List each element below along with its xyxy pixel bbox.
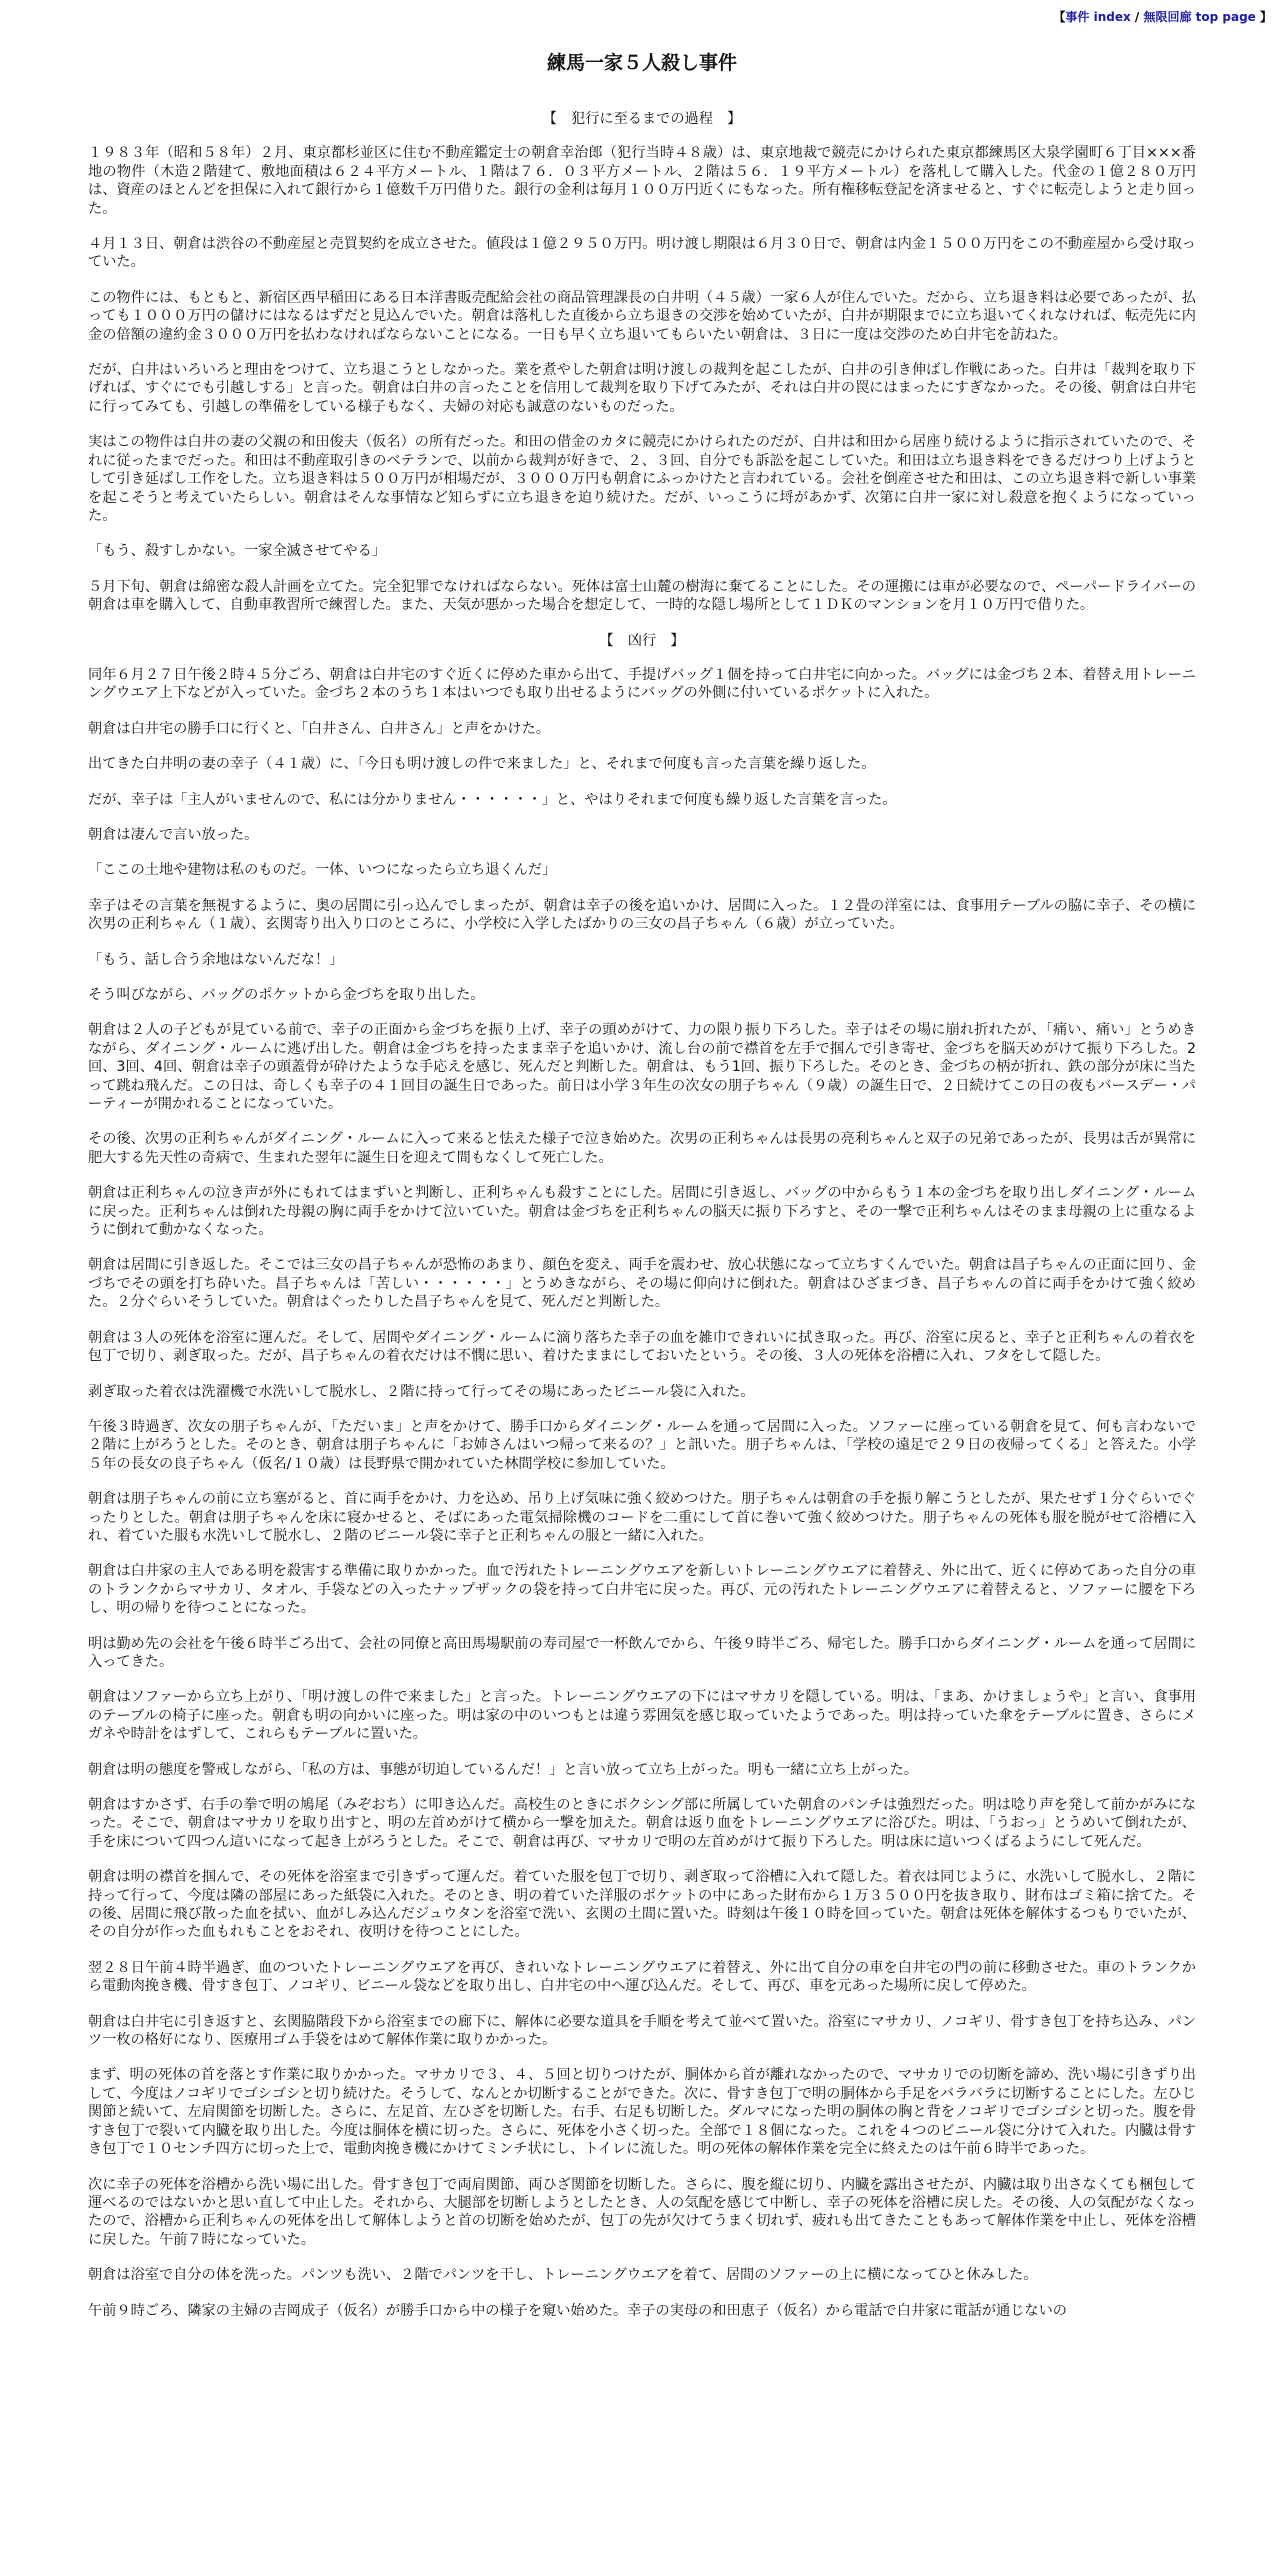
quote-paragraph: 「もう、殺すしかない。一家全滅させてやる」 (88, 543, 386, 560)
paragraph: １９８３年（昭和５８年）２月、東京都杉並区に住む不動産鑑定士の朝倉幸治郎（犯行当時４８歳）は、東京地裁で競売にかけられた東京都練馬区大泉学園町６丁目×××番地の物件（木造２階建て、敷地面積は６２４平方メートル、１階は７６．０３平方メートル、２階は５６．１９平方メートル）を落札して購入した。代金の１億２８０万円は、資産のほとんどを担保に入れて銀行から１億数千万円借りた。銀行の金利は毎月１００万円近くにもなった。所有権移転登記を済ませると、すぐに転売しようと走り回った。 (88, 145, 1196, 217)
paragraph: その後、次男の正利ちゃんがダイニング・ルームに入って来ると怯えた様子で泣き始めた。次男の正利ちゃんは長男の亮利ちゃんと双子の兄弟であったが、長男は舌が異常に肥大する先天性の奇病で、生まれた翌年に誕生日を迎えて間もなくして死亡した。 (88, 1131, 1196, 1166)
paragraph: 朝倉は白井宅に引き返すと、玄関脇階段下から浴室までの廊下に、解体に必要な道具を手順を考えて並べて置いた。浴室にマサカリ、ノコギリ、骨すき包丁を持ち込み、パンツ一枚の格好になり、医療用ゴム手袋をはめて解体作業に取りかかった。 (88, 2013, 1196, 2049)
paragraph: ５月下旬、朝倉は綿密な殺人計画を立てた。完全犯罪でなければならない。死体は富士山麓の樹海に棄てることにした。その運搬には車が必要なので、ペーパードライバーの朝倉は車を購入して、自動車教習所で練習した。また、天気が悪かった場合を想定して、一時的な隠し場所として１ＤＫのマンションを月１０万円で借りた。 (88, 578, 1196, 614)
paragraph: 翌２８日午前４時半過ぎ、血のついたトレーニングウエアを再び、きれいなトレーニングウエアに着替え、外に出て自分の車を白井宅の門の前に移動させた。車のトランクから電動肉挽き機、骨すき包丁、ノコギリ、ビニール袋などを取り出し、白井宅の中へ運び込んだ。そして、再び、車を元あった場所に戻して停めた。 (88, 1959, 1196, 1995)
section-heading-background: 【 犯行に至るまでの過程 】 (542, 111, 742, 127)
paragraph: 出てきた白井明の妻の幸子（４１歳）に、「今日も明け渡しの件で来ました」と、それまで何度も言った言葉を繰り返した。 (88, 756, 876, 773)
paragraph: そう叫びながら、バッグのポケットから金づちを取り出した。 (88, 987, 485, 1003)
paragraph: この物件には、もともと、新宿区西早稲田にある日本洋書販売配給会社の商品管理課長の白井明（４５歳）一家６人が住んでいた。だから、立ち退き料は必要であったが、払っても１０００万円の儲けにはなるはずだと見込んでいた。朝倉は落札した直後から立ち退きの交渉を始めていたが、白井が期限までに立ち退いてくれなければ、転売先に内金の倍額の違約金３０００万円を払わなければならないことになる。一日も早く立ち退いてもらいたい朝倉は、３日に一度は交渉のため白井宅を訪ねた。 (88, 289, 1196, 343)
paragraph: 朝倉は白井家の主人である明を殺害する準備に取りかかった。血で汚れたトレーニングウエアを新しいトレーニングウエアに着替え、外に出て、近くに停めてあった自分の車のトランクからマサカリ、タオル、手袋などの入ったナップザックの袋を持って白井宅に戻った。再び、元の汚れたトレーニングウエアに着替えると、ソファーに腰を下ろし、明の帰りを待つことになった。 (88, 1563, 1196, 1617)
paragraph: 午前９時ごろ、隣家の主婦の吉岡成子（仮名）が勝手口から中の様子を窺い始めた。幸子の実母の和田恵子（仮名）から電話で白井家に電話が通じないの (88, 2302, 1067, 2319)
nav-bracket-close: 】 (1255, 10, 1272, 24)
section-heading-crime: 【 凶行 】 (599, 632, 685, 649)
paragraph: 明は勤め先の会社を午後６時半ごろ出て、会社の同僚と高田馬場駅前の寿司屋で一杯飲んでから、午後９時半ごろ、帰宅した。勝手口からダイニング・ルームを通って居間に入ってきた。 (88, 1635, 1196, 1670)
paragraph: 実はこの物件は白井の妻の父親の和田俊夫（仮名）の所有だった。和田の借金のカタに競売にかけられたのだが、白井は和田から居座り続けるように指示されていたので、それに従ったまでだった。和田は不動産取引きのベテランで、以前から裁判が好きで、２、３回、自分でも訴訟を起こしていた。和田は立ち退き料をできるだけつり上げようとして引き延ばし工作をした。立ち退き料は５００万円が相場だが、３０００万円も朝倉にふっかけたと言われている。会社を倒産させた和田は、この立ち退き料で新しい事業を起こそうと考えていたらしい。朝倉はそんな事情など知らずに立ち退きを迫り続けた。だが、いっこうに埒があかず、次第に白井一家に対し殺意を抱くようになっていった。 (88, 434, 1196, 524)
paragraph: 幸子はその言葉を無視するように、奥の居間に引っ込んでしまったが、朝倉は幸子の後を追いかけ、居間に入った。１２畳の洋室には、食事用テーブルの脇に幸子、その横に次男の正利ちゃん（１歳）、玄関寄り出入り口のところに、小学校に入学したばかりの三女の昌子ちゃん（６歳）が立っていた。 (88, 897, 1196, 933)
paragraph: 朝倉は白井宅の勝手口に行くと、「白井さん、白井さん」と声をかけた。 (88, 720, 550, 737)
paragraph: 朝倉は浴室で自分の体を洗った。パンツも洗い、２階でパンツを干し、トレーニングウエアを着て、居間のソファーの上に横になってひと休みした。 (88, 2267, 1038, 2284)
paragraph: ４月１３日、朝倉は渋谷の不動産屋と売買契約を成立させた。値段は１億２９５０万円。明け渡し期限は６月３０日で、朝倉は内金１５００万円をこの不動産屋から受け取っていた。 (88, 236, 1196, 271)
paragraph: まず、明の死体の首を落とす作業に取りかかった。マサカリで３、４、５回と切りつけたが、胴体から首が離れなかったので、マサカリでの切断を諦め、洗い場に引きずり出して、今度はノコギリでゴシゴシと切り続けた。そうして、なんとか切断することができた。次に、骨すき包丁で明の胴体から手足をバラバラに切断することにした。左ひじ関節と続いて、左肩関節を切断した。さらに、左足首、左ひざを切断した。右手、右足も切断した。ダルマになった明の胴体の胸と背をノコギリでゴシゴシと切った。腹を骨すき包丁で裂いて内臓を取り出した。今度は胴体を横に切った。さらに、死体を小さく切った。全部で１８個になった。これを４つのビニール袋に分けて入れた。内臓は骨すき包丁で１０センチ四方に切った上で、電動肉挽き機にかけてミンチ状にし、トイレに流した。明の死体の解体作業を完全に終えたのは午前６時半であった。 (88, 2067, 1196, 2158)
paragraph: 朝倉は明の態度を警戒しながら、「私の方は、事態が切迫しているんだ！」と言い放って立ち上がった。明も一緒に立ち上がった。 (88, 1761, 918, 1778)
nav-link-top-page[interactable]: 無限回廊 top page (1143, 10, 1256, 24)
paragraph: だが、幸子は「主人がいませんので、私には分かりません・・・・・・」と、やはりそれまで何度も繰り返した言葉を言った。 (88, 791, 897, 808)
paragraph: 剥ぎ取った着衣は洗濯機で水洗いして脱水し、２階に持って行ってその場にあったビニール袋に入れた。 (88, 1383, 755, 1400)
paragraph: 同年６月２７日午後２時４５分ごろ、朝倉は白井宅のすぐ近くに停めた車から出て、手提げバッグ１個を持って白井宅に向かった。バッグには金づち２本、着替え用トレーニングウエア上下などが入っていた。金づち２本のうち１本はいつでも取り出せるようにバッグの外側に付いているポケットに入れた。 (88, 666, 1196, 702)
paragraph: 朝倉は３人の死体を浴室に運んだ。そして、居間やダイニング・ルームに滴り落ちた幸子の血を雑巾できれいに拭き取った。再び、浴室に戻ると、幸子と正利ちゃんの着衣を包丁で切り、剥ぎ取った。だが、昌子ちゃんの着衣だけは不憫に思い、着けたままにしておいたという。その後、３人の死体を浴槽に入れ、フタをして隠した。 (88, 1329, 1196, 1365)
quote-paragraph: 「ここの土地や建物は私のものだ。一体、いつになったら立ち退くんだ」 (88, 862, 557, 879)
paragraph: 朝倉は２人の子どもが見ている前で、幸子の正面から金づちを振り上げ、幸子の頭めがけて、力の限り振り下ろした。幸子はその場に崩れ折れたが、「痛い、痛い」とうめきながら、ダイニング・ルームに逃げ出した。朝倉は金づちを持ったまま幸子を追いかけ、流し台の前で襟首を左手で掴んで引き寄せ、金づちを脳天めがけて振り下ろした。2回、3回、4回、朝倉は幸子の頭蓋骨が砕けたような手応えを感じ、死んだと判断した。朝倉は、もう1回、振り下ろした。そのとき、金づちの柄が折れ、鉄の部分が床に当たって跳ね飛んだ。この日は、奇しくも幸子の４１回目の誕生日であった。前日は小学３年生の次女の朋子ちゃん（９歳）の誕生日で、２日続けてこの日の夜もバースデー・パーティーが開かれることになっていた。 (88, 1022, 1196, 1113)
nav-link-case-index[interactable]: 事件 index (1065, 10, 1131, 24)
paragraph: だが、白井はいろいろと理由をつけて、立ち退こうとしなかった。業を煮やした朝倉は明け渡しの裁判を起こしたが、白井の引き伸ばし作戦にあった。白井は「裁判を取り下げれば、すぐにでも引越しする」と言った。朝倉は白井の言ったことを信用して裁判を取り下げてみたが、それは白井の罠にはまったにすぎなかった。その後、朝倉は白井宅に行ってみても、引越しの準備をしている様子もなく、夫婦の対応も誠意のないものだった。 (88, 362, 1196, 415)
nav-separator: / (1130, 10, 1144, 24)
top-navigation (1053, 8, 1272, 25)
paragraph: 朝倉は凄んで言い放った。 (88, 826, 259, 843)
page-title: 練馬一家５人殺し事件 (546, 52, 737, 74)
paragraph: 朝倉は正利ちゃんの泣き声が外にもれてはまずいと判断し、正利ちゃんも殺すことにした。居間に引き返し、バッグの中からもう１本の金づちを取り出しダイニング・ルームに戻った。正利ちゃんは倒れた母親の胸に両手をかけて泣いていた。朝倉は金づちを正利ちゃんの脳天に振り下ろすと、その一撃で正利ちゃんはそのまま母親の上に重なるように倒れて動かなくなった。 (88, 1185, 1196, 1239)
paragraph: 朝倉はソファーから立ち上がり、「明け渡しの件で来ました」と言った。トレーニングウエアの下にはマサカリを隠している。明は、「まあ、かけましょうや」と言い、食事用のテーブルの椅子に座った。朝倉も明の向かいに座った。明は家の中のいつもとは違う雰囲気を感じ取っていたようであった。明は持っていた傘をテーブルに置き、さらにメガネや時計をはずして、これらもテーブルに置いた。 (88, 1689, 1196, 1743)
paragraph: 朝倉はすかさず、右手の拳で明の鳩尾（みぞおち）に叩き込んだ。高校生のときにボクシング部に所属していた朝倉のパンチは強烈だった。明は唸り声を発して前かがみになった。そこで、朝倉はマサカリを取り出すと、明の左首めがけて横から一撃を加えた。朝倉は返り血をトレーニングウエアに浴びた。明は、「うおっ」とうめいて倒れたが、手を床について四つん這いになって起き上がろうとした。そこで、朝倉は再び、マサカリで明の左首めがけて振り下ろした。明は床に這いつくばるようにして死んだ。 (88, 1797, 1196, 1850)
article-body (88, 110, 1196, 2337)
quote-paragraph: 「もう、話し合う余地はないんだな！」 (88, 951, 344, 968)
paragraph: 次に幸子の死体を浴槽から洗い場に出した。骨すき包丁で両肩関節、両ひざ関節を切断した。さらに、腹を縦に切り、内臓を露出させたが、内臓は取り出さなくても梱包して運べるのではないかと思い直して中止した。それから、大腿部を切断しようとしたとき、人の気配を感じて中断し、幸子の死体を浴槽に戻した。その後、人の気配がなくなったので、浴槽から正利ちゃんの死体を出して解体しようと首の切断を始めたが、包丁の先が欠けてうまく切れず、疲れも出てきたこともあって解体作業を中止し、死体を浴槽に戻した。午前７時になっていた。 (88, 2176, 1196, 2248)
paragraph: 午後３時過ぎ、次女の朋子ちゃんが、「ただいま」と声をかけて、勝手口からダイニング・ルームを通って居間に入った。ソファーに座っている朝倉を見て、何も言わないで２階に上がろうとした。そのとき、朝倉は朋子ちゃんに「お姉さんはいつ帰って来るの？」と訊いた。朋子ちゃんは、「学校の遠足で２９日の夜帰ってくる」と答えた。小学５年の長女の良子ちゃん（仮名/１０歳）は長野県で開かれていた林間学校に参加していた。 (88, 1418, 1196, 1472)
paragraph: 朝倉は朋子ちゃんの前に立ち塞がると、首に両手をかけ、力を込め、吊り上げ気味に強く絞めつけた。朋子ちゃんは朝倉の手を振り解こうとしたが、果たせず１分ぐらいでぐったりとした。朝倉は朋子ちゃんを床に寝かせると、そばにあった電気掃除機のコードを二重にして首に巻いて強く絞めつけた。朋子ちゃんの死体も服を脱がせて浴槽に入れ、着ていた服も水洗いして脱水し、２階のビニール袋に幸子と正利ちゃんの服と一緒に入れた。 (88, 1491, 1196, 1544)
paragraph: 朝倉は居間に引き返した。そこでは三女の昌子ちゃんが恐怖のあまり、顔色を変え、両手を震わせ、放心状態になって立ちすくんでいた。朝倉は昌子ちゃんの正面に回り、金づちでその頭を打ち砕いた。昌子ちゃんは「苦しい・・・・・・」とうめきながら、その場に仰向けに倒れた。朝倉はひざまづき、昌子ちゃんの首に両手をかけて強く絞めた。２分ぐらいそうしていた。朝倉はぐったりした昌子ちゃんを見て、死んだと判断した。 (88, 1257, 1196, 1311)
nav-bracket-open: 【 (1053, 10, 1066, 24)
paragraph: 朝倉は明の襟首を掴んで、その死体を浴室まで引きずって運んだ。着ていた服を包丁で切り、剥ぎ取って浴槽に入れて隠した。着衣は同じように、水洗いして脱水し、２階に持って行って、今度は隣の部屋にあった紙袋に入れた。そのとき、明の着ていた洋服のポケットの中にあった財布から１万３５００円を抜き取り、財布はゴミ箱に捨てた。その後、居間に飛び散った血を拭い、血がしみ込んだジュウタンを浴室で洗い、玄関の土間に置いた。時刻は午後１０時を回っていた。朝倉は死体を解体するつもりでいたが、その自分が作った血もれもことをおそれ、夜明けを待つことにした。 (88, 1869, 1196, 1941)
